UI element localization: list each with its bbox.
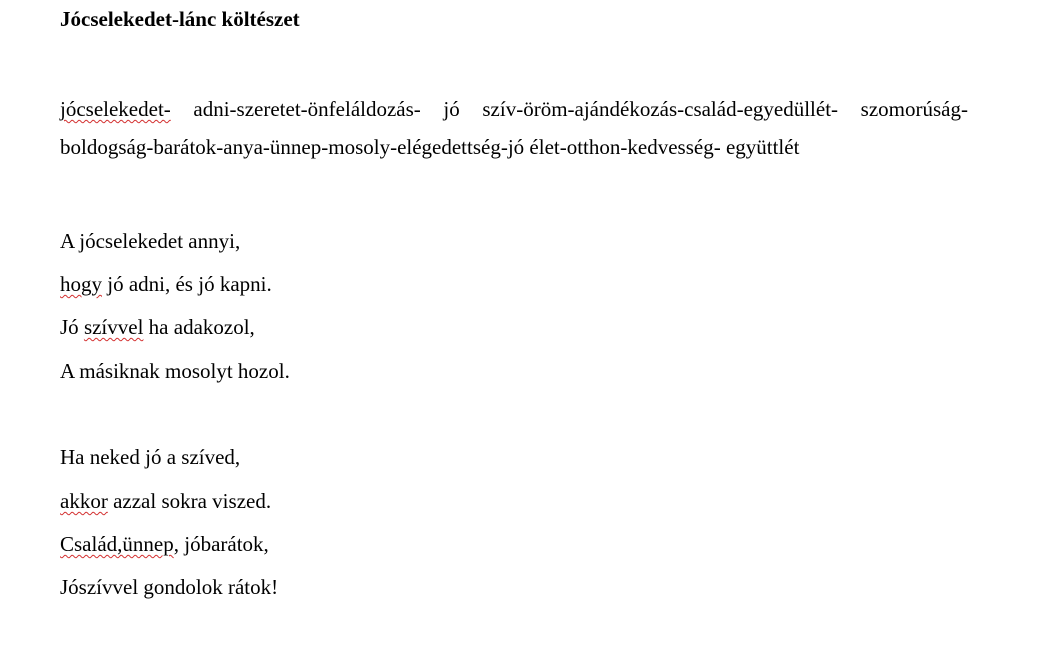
line-text: Jó xyxy=(60,315,84,339)
line-text: , jóbarátok, xyxy=(173,532,269,556)
document-title: Jócselekedet-lánc költészet xyxy=(60,7,300,31)
stanza2-line3 xyxy=(60,531,269,557)
chain-word-1: jócselekedet- xyxy=(60,97,171,121)
spellcheck-word: Család,ünnep xyxy=(60,532,174,556)
chain-word-3: jó xyxy=(443,97,460,121)
word-chain-line-2: boldogság-barátok-anya-ünnep-mosoly-elégedettség-jó élet-otthon-kedvesség- együttlét xyxy=(60,135,800,159)
word-chain-line-1 xyxy=(60,90,968,128)
stanza2-line4: Jószívvel gondolok rátok! xyxy=(60,575,279,599)
line-text: azzal sokra viszed. xyxy=(107,489,272,513)
line-text: ha adakozol, xyxy=(143,315,255,339)
spellcheck-word: hogy xyxy=(60,272,102,296)
chain-word-5: szomorúság- xyxy=(860,97,968,121)
chain-word-4: szív-öröm-ajándékozás-család-egyedüllét- xyxy=(482,97,839,121)
chain-word-2: adni-szeretet-önfeláldozás- xyxy=(193,97,421,121)
stanza2-line1: Ha neked jó a szíved, xyxy=(60,445,241,469)
word-chain-paragraph xyxy=(60,90,968,166)
stanza1-line3 xyxy=(60,314,255,340)
document-page xyxy=(60,0,968,655)
spellcheck-word: akkor xyxy=(60,489,108,513)
spellcheck-word: szívvel xyxy=(83,315,144,339)
stanza1-line1: A jócselekedet annyi, xyxy=(60,229,241,253)
stanza1-line4: A másiknak mosolyt hozol. xyxy=(60,359,290,383)
line-text: jó adni, és jó kapni. xyxy=(102,272,272,296)
stanza1-line2 xyxy=(60,271,272,297)
stanza2-line2 xyxy=(60,488,271,514)
